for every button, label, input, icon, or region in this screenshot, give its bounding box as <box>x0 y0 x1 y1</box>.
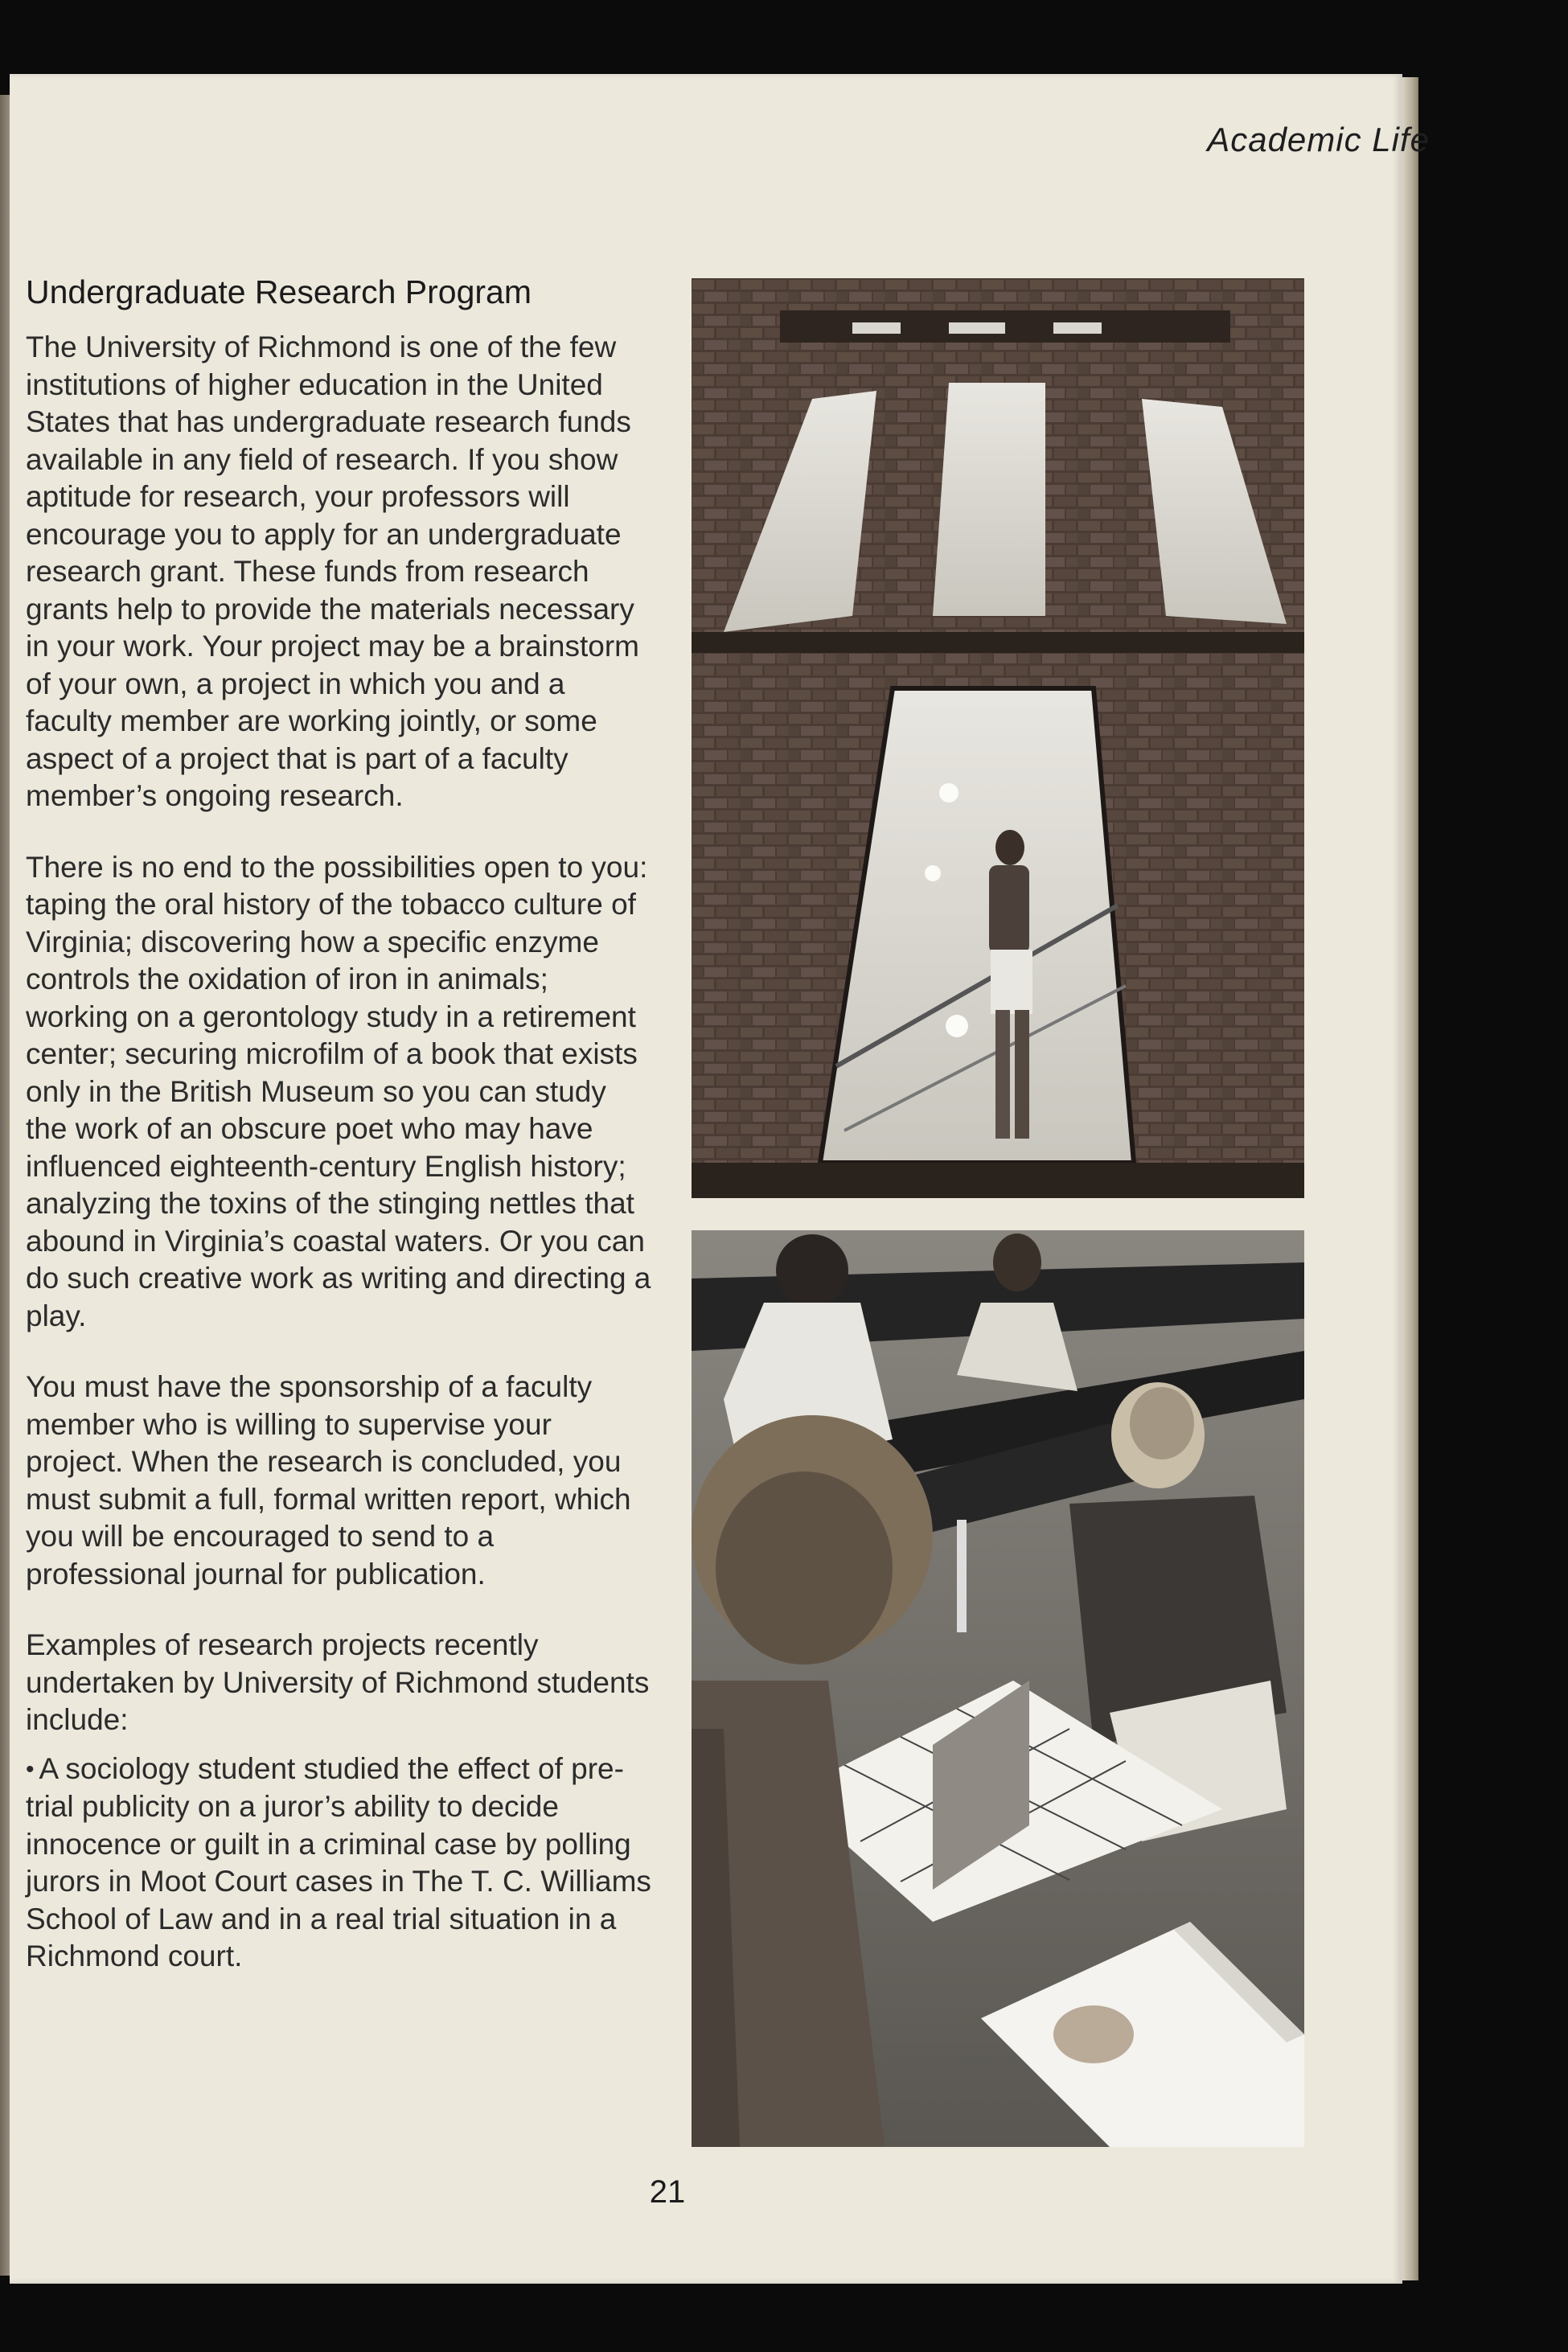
photo-brick-building-window <box>692 278 1304 1198</box>
bullet-item-text: A sociology student studied the effect of pre-trial publicity on a juror’s ability to decide innocence or guilt in a criminal case by polling jurors in Moot Court cases in The T. C. Williams School of Law and in a real trial situation in a Richmond court. <box>26 1751 651 1973</box>
section-title: Undergraduate Research Program <box>26 273 532 310</box>
photo-students-lab <box>692 1230 1304 2147</box>
bullet-dot: • <box>26 1755 35 1783</box>
lab-photo-art <box>692 1230 1304 2147</box>
page-stack-edge <box>1402 77 1418 2280</box>
body-text-column <box>26 273 653 1976</box>
paragraph-examples-intro: Examples of research projects recently undertaken by University of Richmond students include: <box>26 1628 650 1737</box>
bullet-item <box>26 1751 653 1976</box>
running-head: Academic Life <box>1207 121 1430 158</box>
paragraph-possibilities: There is no end to the possibilities open to you: taping the oral history of the tobacco culture of Virginia; discovering how a specific enzyme controls the oxidation of iron in animals; working on a gerontology study in a retirement center; securing microfilm of a book that exists only in the British Museum so you can study the work of an obscure poet who may have influenced eighteenth-century English history; analyzing the toxins of the stinging nettles that abound in Virginia’s coastal waters. Or you can do such creative work as writing and directing a play. <box>26 850 651 1332</box>
paragraph-intro: The University of Richmond is one of the few institutions of higher education in the United States that has undergraduate research funds available in any field of research. If you show aptitude for research, your professors will encourage you to apply for an undergraduate research grant. These funds from research grants help to provide the materials necessary in your work. Your project may be a brainstorm of your own, a project in which you and a faculty member are working jointly, or some aspect of a project that is part of a faculty member’s ongoing research. <box>26 330 639 813</box>
paragraph-sponsorship: You must have the sponsorship of a faculty member who is willing to supervise your project. When the research is concluded, you must submit a full, formal written report, which you will be encouraged to send to a professional journal for publication. <box>26 1370 631 1591</box>
brick-building-photo-art <box>692 278 1304 1198</box>
page-number: 21 <box>649 2174 686 2210</box>
